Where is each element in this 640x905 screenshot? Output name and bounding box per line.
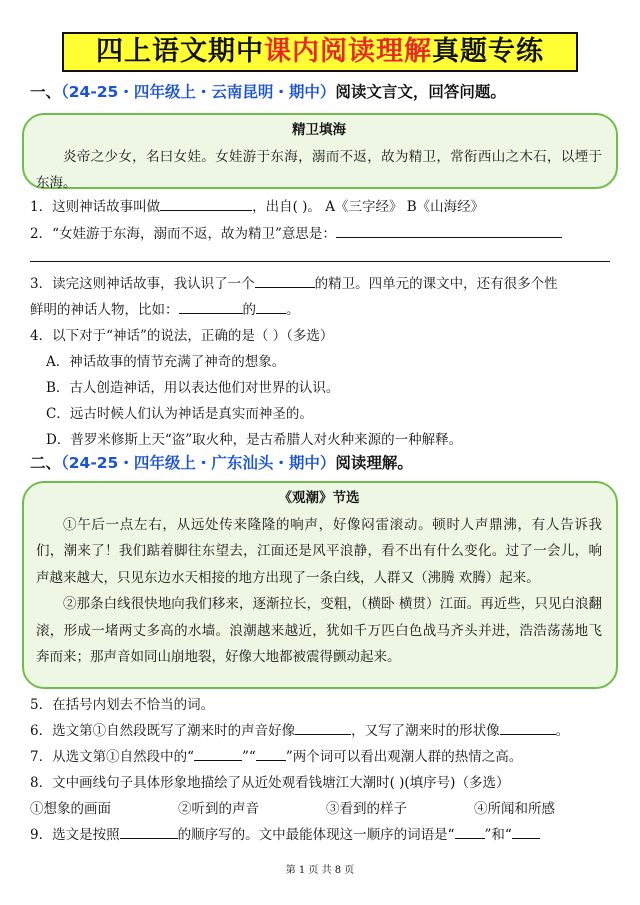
section-2-source: （24-25・四年级上・广东汕头・期中） <box>61 454 336 472</box>
question-6-text-c: 。 <box>555 723 570 739</box>
question-8-option-2: ②听到的声音 <box>178 801 259 817</box>
question-9-text-c: ”和“ <box>484 827 512 843</box>
passage-2-paragraph-1: ①午后一点左右，从远处传来隆隆的响声，好像闷雷滚动。顿时人声鼎沸，有人告诉我们，潮来了！我们踮着脚往东望去，江面还是风平浪静，看不出有什么变化。过了一会儿，响声越来越大，只见东边水天相接的地方出现了一条白线，人群又（沸腾 欢腾）起来。 <box>36 516 602 586</box>
question-1-text-a: 1．这则神话故事叫做 <box>30 199 161 215</box>
question-3-text-a: 3．读完这则神话故事，我认识了一个 <box>30 276 255 292</box>
question-9 <box>30 823 540 843</box>
question-4-option-b: B．古人创造神话，用以表达他们对世界的认识。 <box>46 380 340 396</box>
question-9-text-a: 9．选文是按照 <box>30 827 120 843</box>
question-8-option-3: ③看到的样子 <box>326 801 407 817</box>
question-4-option-d: D．普罗米修斯上天“盗”取火种，是古希腊人对火种来源的一种解释。 <box>46 432 463 448</box>
section-1-instruction: 阅读文言文，回答问题。 <box>335 83 506 101</box>
question-7 <box>30 745 522 765</box>
answer-blank[interactable] <box>256 299 286 314</box>
question-3-line-2 <box>30 298 300 318</box>
question-4-option-a: A．神话故事的情节充满了神奇的想象。 <box>46 354 286 370</box>
section-2-number: 二、 <box>30 454 62 472</box>
answer-blank[interactable] <box>336 223 562 238</box>
question-2-text: 2．“女娃游于东海，溺而不返，故为精卫”意思是： <box>30 226 336 242</box>
section-1-number: 一、 <box>30 83 62 101</box>
question-9-text-b: 的顺序写的。文中最能体现这一顺序的词语是“ <box>177 827 455 843</box>
question-7-text-a: 7．从选文第①自然段中的“ <box>30 749 194 765</box>
answer-blank[interactable] <box>160 196 252 211</box>
title-part2: 课内阅读理解 <box>264 36 432 67</box>
section-2-instruction: 阅读理解。 <box>335 454 413 472</box>
question-5: 5．在括号内划去不恰当的词。 <box>30 697 215 713</box>
question-6-text-a: 6．选文第①自然段既写了潮来时的声音好像 <box>30 723 296 739</box>
title-part1: 四上语文期中 <box>96 36 264 67</box>
question-6-text-b: ，又写了潮来时的形状像 <box>351 723 500 739</box>
answer-blank[interactable] <box>455 824 485 839</box>
answer-blank[interactable] <box>500 720 556 735</box>
passage-2-box <box>22 481 618 689</box>
section-1-heading <box>30 80 506 102</box>
passage-2-paragraph-2: ②那条白线很快地向我们移来，逐渐拉长，变粗，（横卧 横贯）江面。再近些，只见白浪翻滚，形成一堵两丈多高的水墙。浪潮越来越近，犹如千万匹白色战马齐头并进，浩浩荡荡地飞奔而来；那声音如同山崩地裂，好像大地都被震得颤动起来。 <box>36 596 602 665</box>
answer-blank[interactable] <box>512 824 540 839</box>
question-4-option-c: C．远古时候人们认为神话是真实而神圣的。 <box>46 406 313 422</box>
section-1-source: （24-25・四年级上・云南昆明・期中） <box>61 83 336 101</box>
passage-2-title: 《观潮》节选 <box>278 490 360 506</box>
question-3-text-c: 鲜明的神话人物，比如： <box>30 302 179 318</box>
question-7-text-b: ”“ <box>242 749 256 765</box>
section-2-heading <box>30 451 413 473</box>
answer-blank[interactable] <box>256 746 286 761</box>
passage-1-box <box>22 113 618 189</box>
answer-line[interactable] <box>30 261 610 262</box>
question-3-text-d: 的 <box>242 302 256 318</box>
question-6 <box>30 719 569 739</box>
question-3-line-1 <box>30 272 558 292</box>
question-3-text-b: 的精卫。四单元的课文中，还有很多个性 <box>314 276 558 292</box>
answer-blank[interactable] <box>255 273 315 288</box>
question-8-stem: 8．文中画线句子具体形象地描绘了从近处观看钱塘江大潮时( )(填序号)（多选） <box>30 775 510 791</box>
answer-blank[interactable] <box>179 299 243 314</box>
passage-1-text: 炎帝之少女，名曰女娃。女娃游于东海，溺而不返，故为精卫，常衔西山之木石，以堙于东海。 <box>36 148 602 191</box>
question-7-text-c: ”两个词可以看出观潮人群的热情之高。 <box>285 749 523 765</box>
question-8-option-4: ④所闻和所感 <box>474 801 555 817</box>
answer-blank[interactable] <box>295 720 351 735</box>
answer-blank[interactable] <box>120 824 178 839</box>
question-3-text-e: 。 <box>286 302 300 318</box>
page-title <box>62 32 578 72</box>
question-1-text-b: ，出自( )。 A《三字经》 B《山海经》 <box>252 199 485 215</box>
passage-1-title: 精卫填海 <box>292 122 346 138</box>
answer-blank[interactable] <box>194 746 242 761</box>
question-8-option-1: ①想象的画面 <box>30 801 111 817</box>
title-part3: 真题专练 <box>432 36 544 67</box>
question-2 <box>30 222 562 242</box>
question-1 <box>30 195 484 215</box>
page-number-footer: 第 1 页 共 8 页 <box>285 865 355 876</box>
question-4-stem: 4．以下对于“神话”的说法，正确的是（ ）（多选） <box>30 328 334 344</box>
